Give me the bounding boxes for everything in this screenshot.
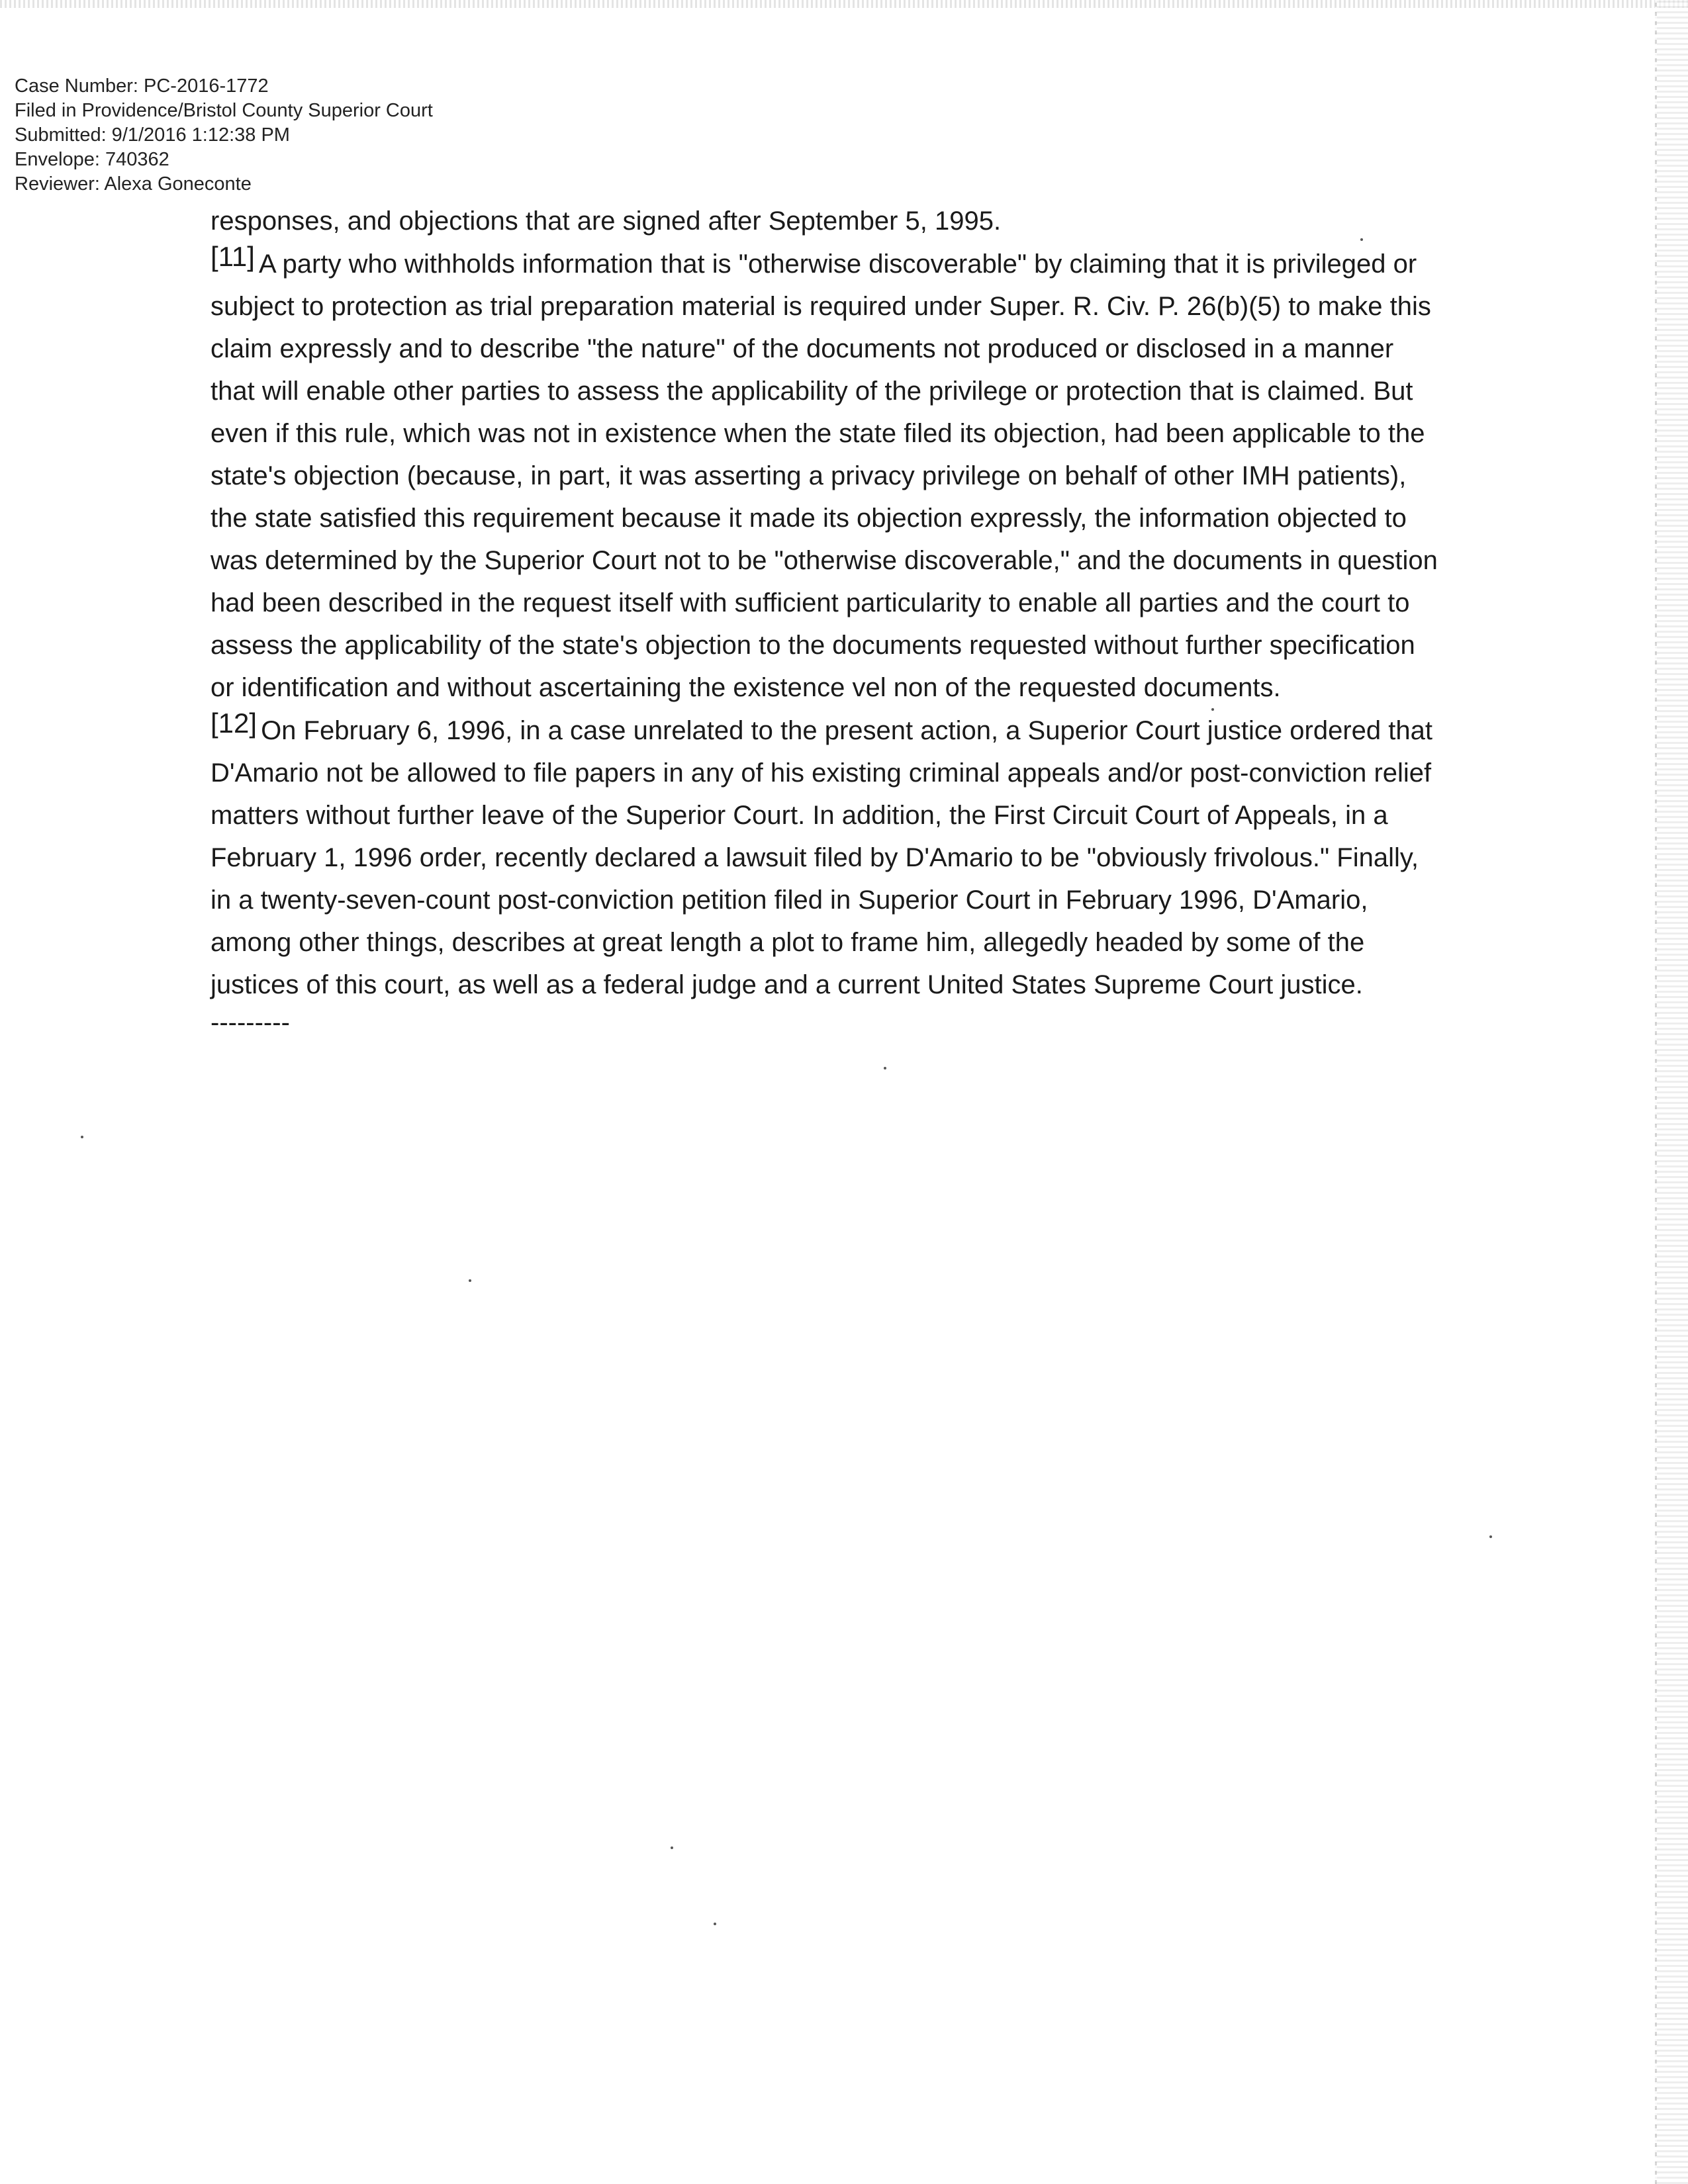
footnote-11 bbox=[211, 242, 1442, 709]
footnote-12 bbox=[211, 709, 1442, 1006]
envelope-number: Envelope: 740362 bbox=[15, 149, 169, 170]
scan-speck bbox=[81, 1136, 83, 1138]
scan-edge-right bbox=[1655, 0, 1688, 2184]
case-number: Case Number: PC-2016-1772 bbox=[15, 75, 269, 97]
scan-speck bbox=[1489, 1535, 1492, 1538]
submitted-date: Submitted: 9/1/2016 1:12:38 PM bbox=[15, 124, 290, 146]
footnote-text: On February 6, 1996, in a case unrelated to the present action, a Superior Court justice ordered that D'Amario not be allowed to file papers in any of his existing criminal appeals and/or post-conviction relief matters without further leave of the Superior Court. In addition, the First Circuit Court of Appeals, in a February 1, 1996 order, recently declared a lawsuit filed by D'Amario to be "obviously frivolous." Finally, in a twenty-seven-count post-conviction petition filed in Superior Court in February 1996, D'Amario, among other things, describes at great length a plot to frame him, allegedly headed by some of the justices of this court, as well as a federal judge and a current United States Supreme Court justice. bbox=[211, 716, 1432, 999]
scan-speck bbox=[671, 1846, 673, 1849]
document-body bbox=[211, 200, 1442, 1039]
footnote-text: A party who withholds information that is "otherwise discoverable" by claiming that it is privileged or subject to protection as trial preparation material is required under Super. R. Civ. P. 26(b)(5) to make this claim expressly and to describe "the nature" of the documents not produced or disclosed in a manner that will enable other parties to assess the applicability of the privilege or protection that is claimed. But even if this rule, which was not in existence when the state filed its objection, had been applicable to the state's objection (because, in part, it was asserting a privacy privilege on behalf of other IMH patients), the state satisfied this requirement because it made its objection expressly, the information objected to was determined by the Superior Court not to be "otherwise discoverable," and the documents in question had been described in the request itself with sufficient particularity to enable all parties and the court to assess the applicability of the state's objection to the documents requested without further specification or identification and without ascertaining the existence vel non of the requested documents. bbox=[211, 250, 1438, 702]
continuation-paragraph: responses, and objections that are signed after September 5, 1995. bbox=[211, 206, 1002, 236]
scan-speck bbox=[884, 1067, 886, 1069]
scan-speck bbox=[714, 1923, 716, 1925]
footnote-marker: [11] bbox=[211, 241, 255, 272]
filed-in: Filed in Providence/Bristol County Superior Court bbox=[15, 100, 433, 121]
reviewer: Reviewer: Alexa Goneconte bbox=[15, 173, 252, 195]
scan-edge-line bbox=[1655, 0, 1657, 2184]
scan-edge-top bbox=[0, 0, 1688, 8]
footnote-marker: [12] bbox=[211, 707, 258, 739]
end-rule: --------- bbox=[211, 1008, 290, 1037]
scan-speck bbox=[469, 1279, 471, 1282]
filing-stamp bbox=[15, 74, 610, 197]
